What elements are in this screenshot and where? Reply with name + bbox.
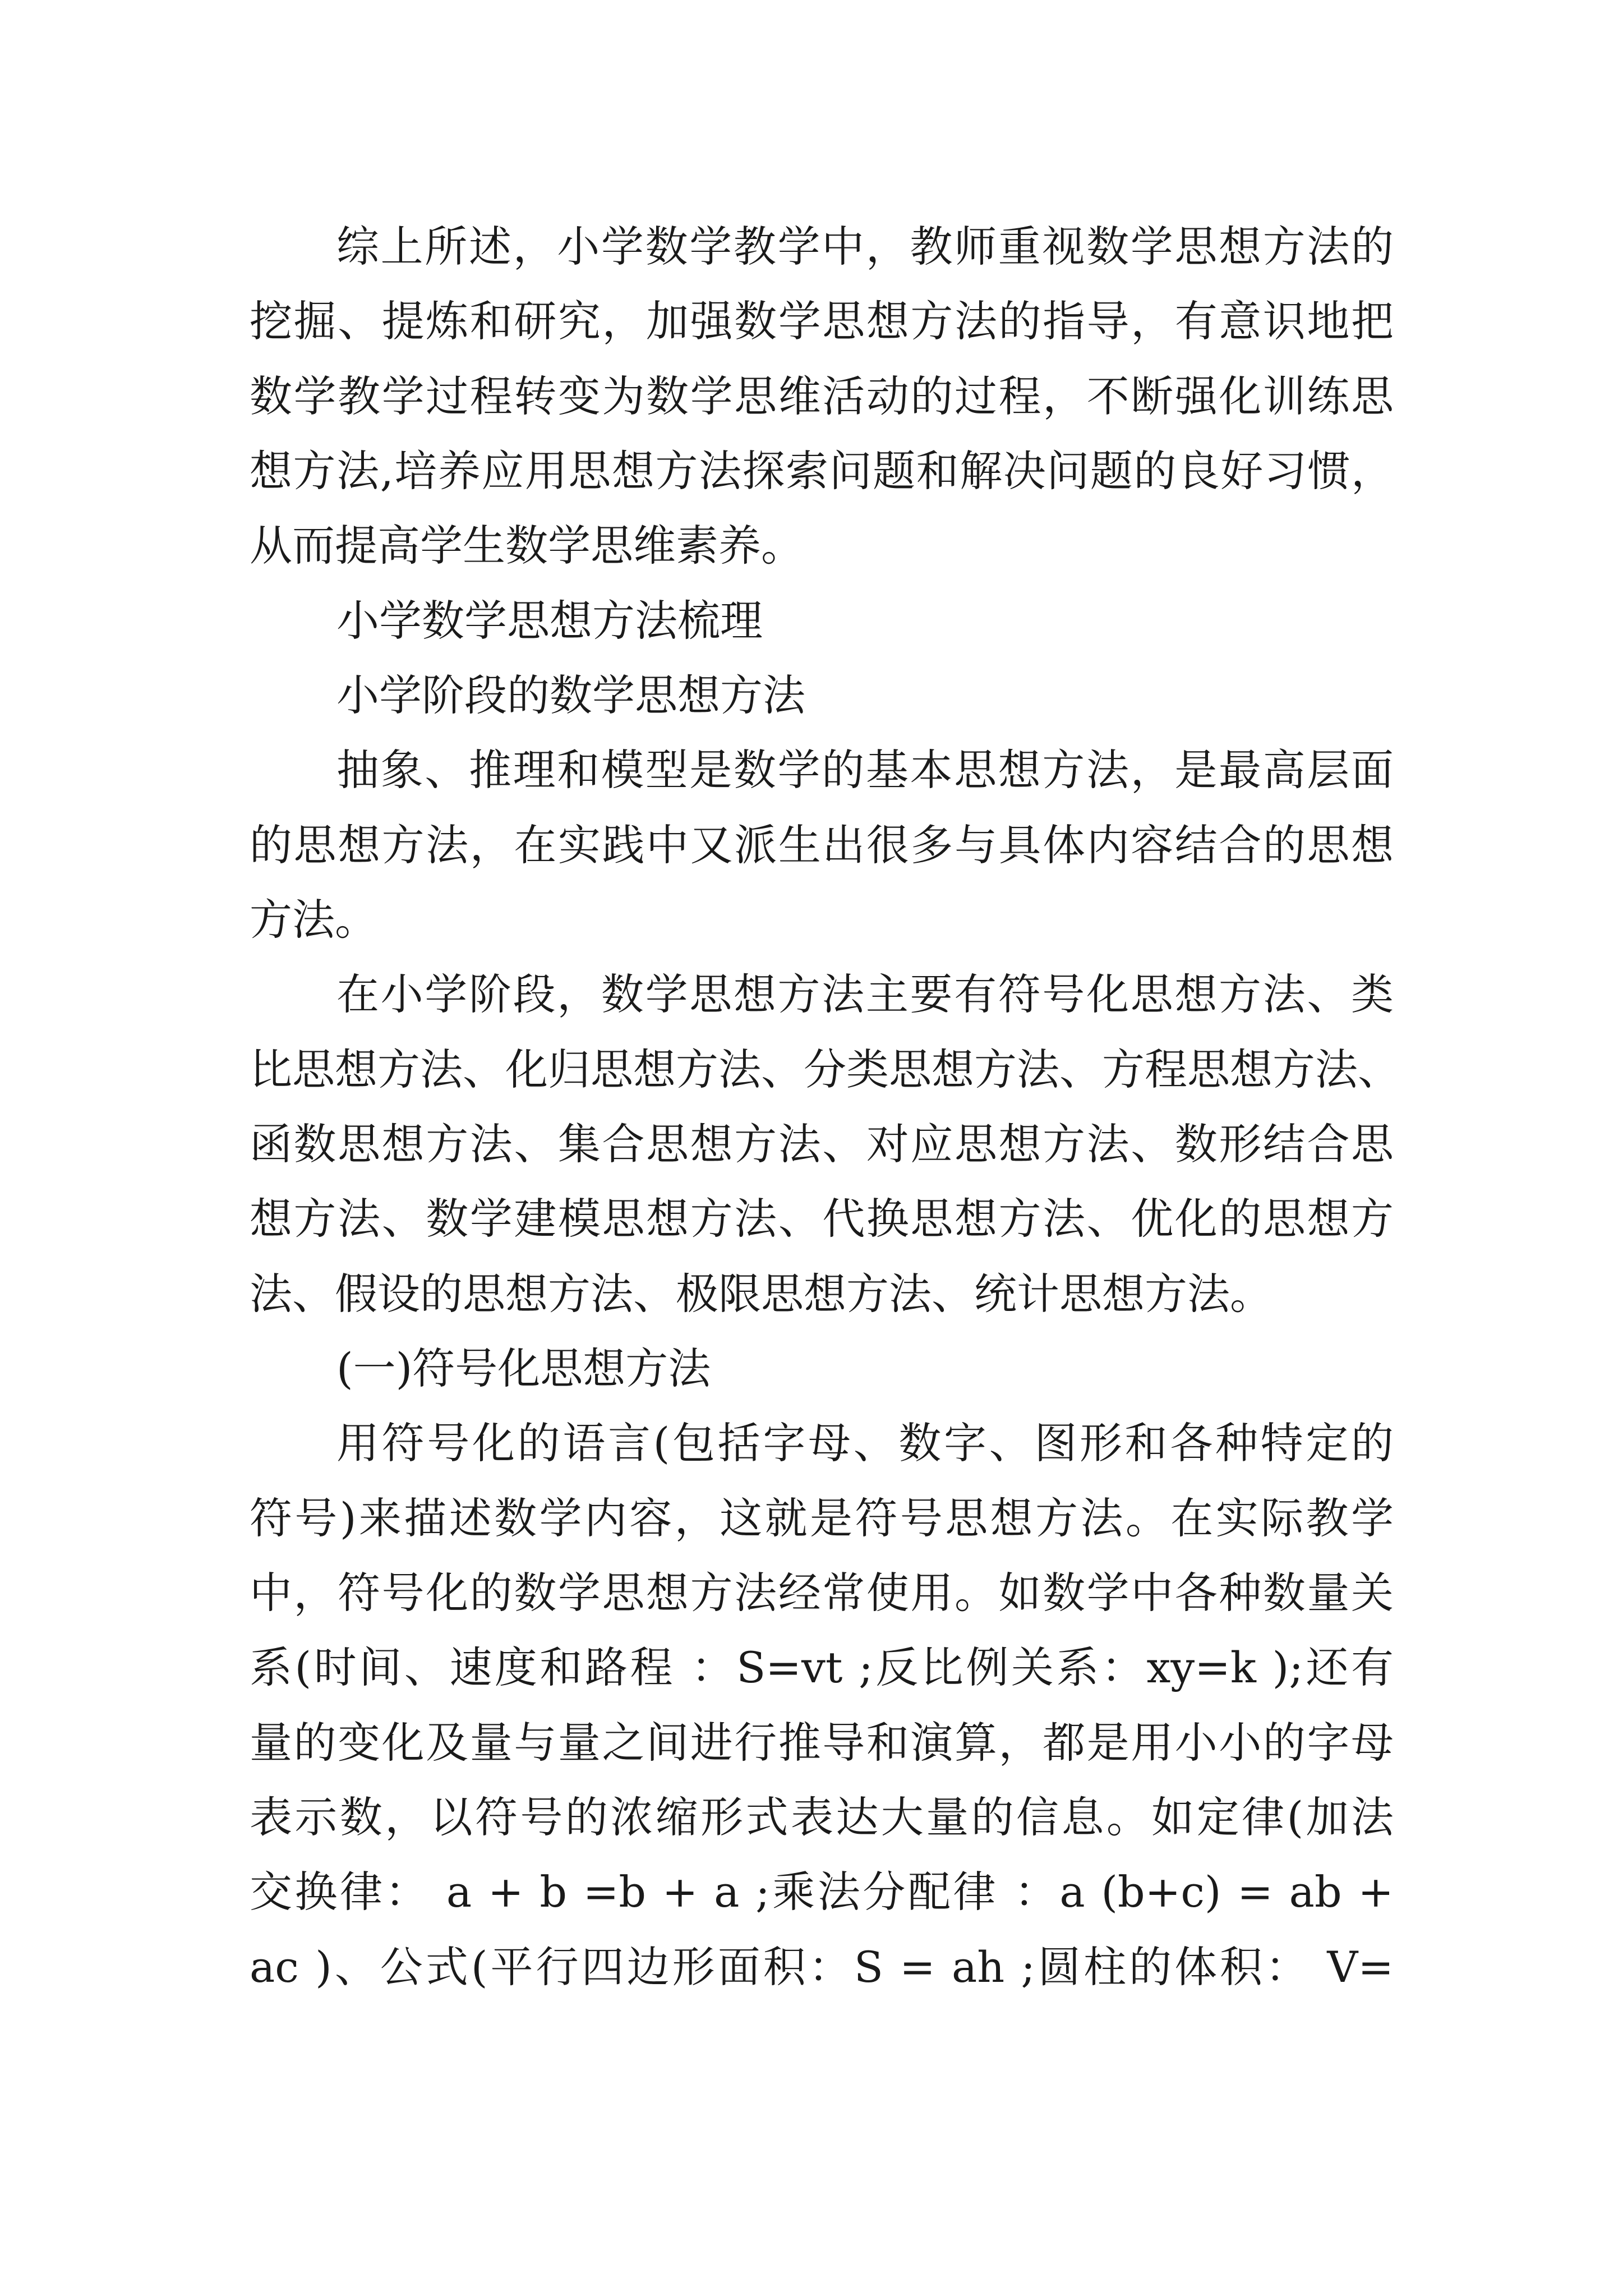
paragraph-4-line-4: 系(时间、速度和路程 ：S=vt ;反比例关系：xy=k );还有: [250, 1642, 1394, 1692]
paragraph-4-line-2: 符号)来描述数学内容，这就是符号思想方法。在实际教学: [250, 1493, 1394, 1543]
paragraph-1-line-2: 挖掘、提炼和研究，加强数学思想方法的指导，有意识地把: [250, 296, 1394, 346]
paragraph-1-line-3: 数学教学过程转变为数学思维活动的过程，不断强化训练思: [250, 371, 1394, 421]
paragraph-2-line-1: 抽象、推理和模型是数学的基本思想方法，是最高层面: [336, 745, 1394, 795]
paragraph-4-line-6: 表示数，以符号的浓缩形式表达大量的信息。如定律(加法: [250, 1792, 1394, 1842]
paragraph-3-line-2: 比思想方法、化归思想方法、分类思想方法、方程思想方法、: [250, 1045, 1400, 1094]
paragraph-4-line-3: 中，符号化的数学思想方法经常使用。如数学中各种数量关: [250, 1568, 1394, 1618]
paragraph-4-line-8: ac )、公式(平行四边形面积：S = ah ;圆柱的体积： V=: [250, 1942, 1394, 1992]
paragraph-1-line-5: 从而提高学生数学思维素养。: [250, 521, 804, 570]
paragraph-3-line-3: 函数思想方法、集合思想方法、对应思想方法、数形结合思: [250, 1119, 1394, 1169]
paragraph-3-line-4: 想方法、数学建模思想方法、代换思想方法、优化的思想方: [250, 1194, 1394, 1244]
paragraph-1-line-1: 综上所述，小学数学教学中，教师重视数学思想方法的: [336, 222, 1394, 272]
paragraph-4-line-5: 量的变化及量与量之间进行推导和演算，都是用小小的字母: [250, 1718, 1394, 1768]
paragraph-2-line-2: 的思想方法，在实践中又派生出很多与具体内容结合的思想: [250, 820, 1394, 870]
paragraph-2-line-3: 方法。: [250, 895, 377, 945]
paragraph-4-line-7: 交换律： a + b =b + a ;乘法分配律 ：a (b+c) = ab +: [250, 1867, 1394, 1917]
subsection-heading-symbolization: (一)符号化思想方法: [336, 1343, 711, 1393]
paragraph-4-line-1: 用符号化的语言(包括字母、数字、图形和各种特定的: [336, 1418, 1394, 1468]
paragraph-3-line-1: 在小学阶段，数学思想方法主要有符号化思想方法、类: [336, 969, 1394, 1019]
subsection-heading: 小学阶段的数学思想方法: [336, 670, 805, 720]
section-heading: 小学数学思想方法梳理: [336, 596, 763, 646]
paragraph-1-line-4: 想方法,培养应用思想方法探索问题和解决问题的良好习惯，: [250, 446, 1394, 496]
paragraph-3-line-5: 法、假设的思想方法、极限思想方法、统计思想方法。: [250, 1269, 1272, 1319]
